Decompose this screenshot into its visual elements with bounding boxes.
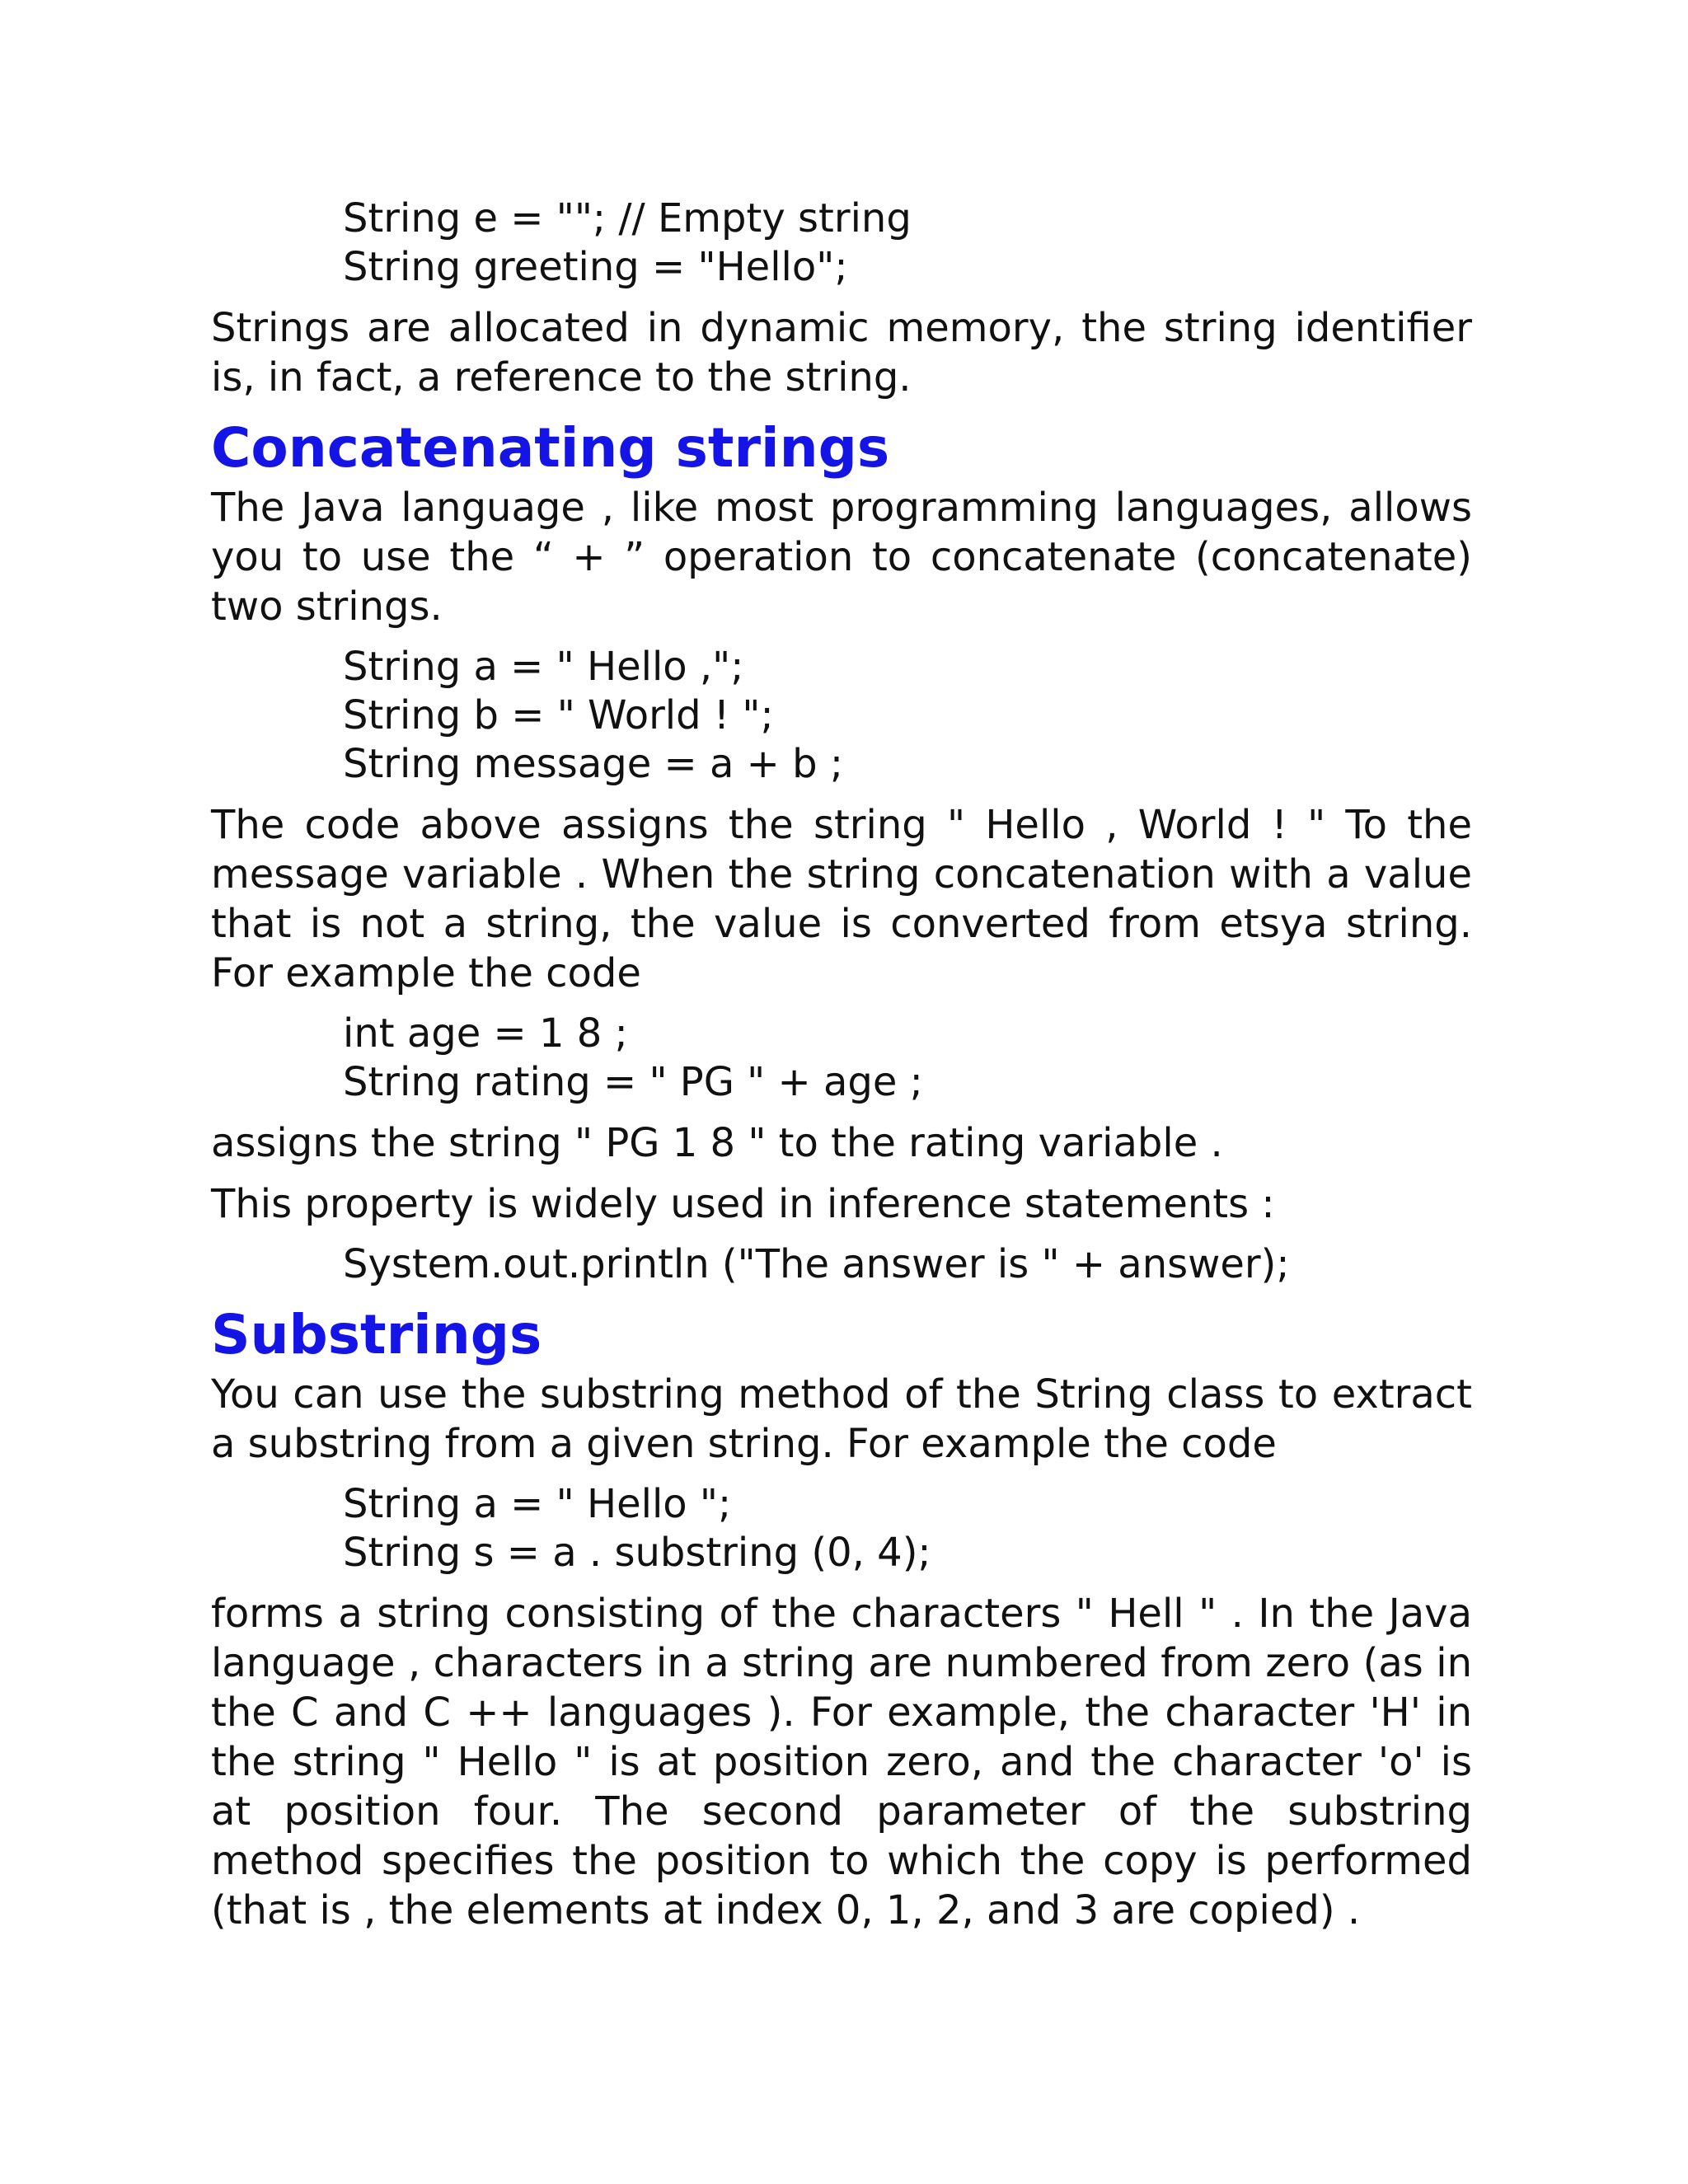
code-block-concat [343,643,1472,789]
code-line: String message = a + b ; [343,741,844,787]
code-line: String b = " World ! "; [343,692,774,738]
paragraph-assigns-rating: assigns the string " PG 1 8 " to the rating variable . [211,1120,1223,1166]
heading-substrings: Substrings [211,1303,542,1366]
paragraph-concat-explanation: The code above assigns the string " Hello , World ! " To the message variable . When the string concatenation with a value that is not a string, the value is converted from etsya string. For example the code [211,802,1472,996]
code-block-substring [343,1480,1472,1577]
paragraph-concat-intro: The Java language , like most programming languages, allows you to use the “ + ” operation to concatenate (concatenate) two strings. [211,485,1472,630]
code-line: String a = " Hello "; [343,1481,732,1527]
document-page [211,194,1472,1935]
paragraph-property-usage: This property is widely used in inference statements : [211,1181,1275,1227]
code-line: String rating = " PG " + age ; [343,1059,923,1105]
code-line: String e = ""; // Empty string [343,195,912,241]
code-line: int age = 1 8 ; [343,1010,628,1057]
paragraph-strings-memory: Strings are allocated in dynamic memory, the string identifier is, in fact, a reference to the string. [211,305,1472,401]
code-block-string-declarations [343,194,1472,292]
paragraph-substring-explanation: forms a string consisting of the characters " Hell " . In the Java language , characters in a string are numbered from zero (as in the C and C ++ languages ). For example, the character 'H' in the string " Hello " is at position zero, and the character 'o' is at position four. The second parameter of the substring method specifies the position to which the copy is performed (that is , the elements at index 0, 1, 2, and 3 are copied) . [211,1591,1472,1933]
heading-concatenating-strings: Concatenating strings [211,416,890,480]
code-line: System.out.println ("The answer is " + answer); [343,1241,1290,1287]
code-line: String a = " Hello ,"; [343,644,744,690]
code-line: String greeting = "Hello"; [343,244,848,290]
paragraph-substring-intro: You can use the substring method of the String class to extract a substring from a given string. For example the code [211,1371,1472,1467]
code-block-age-rating [343,1010,1472,1107]
code-line: String s = a . substring (0, 4); [343,1530,931,1576]
code-block-println [343,1240,1472,1289]
